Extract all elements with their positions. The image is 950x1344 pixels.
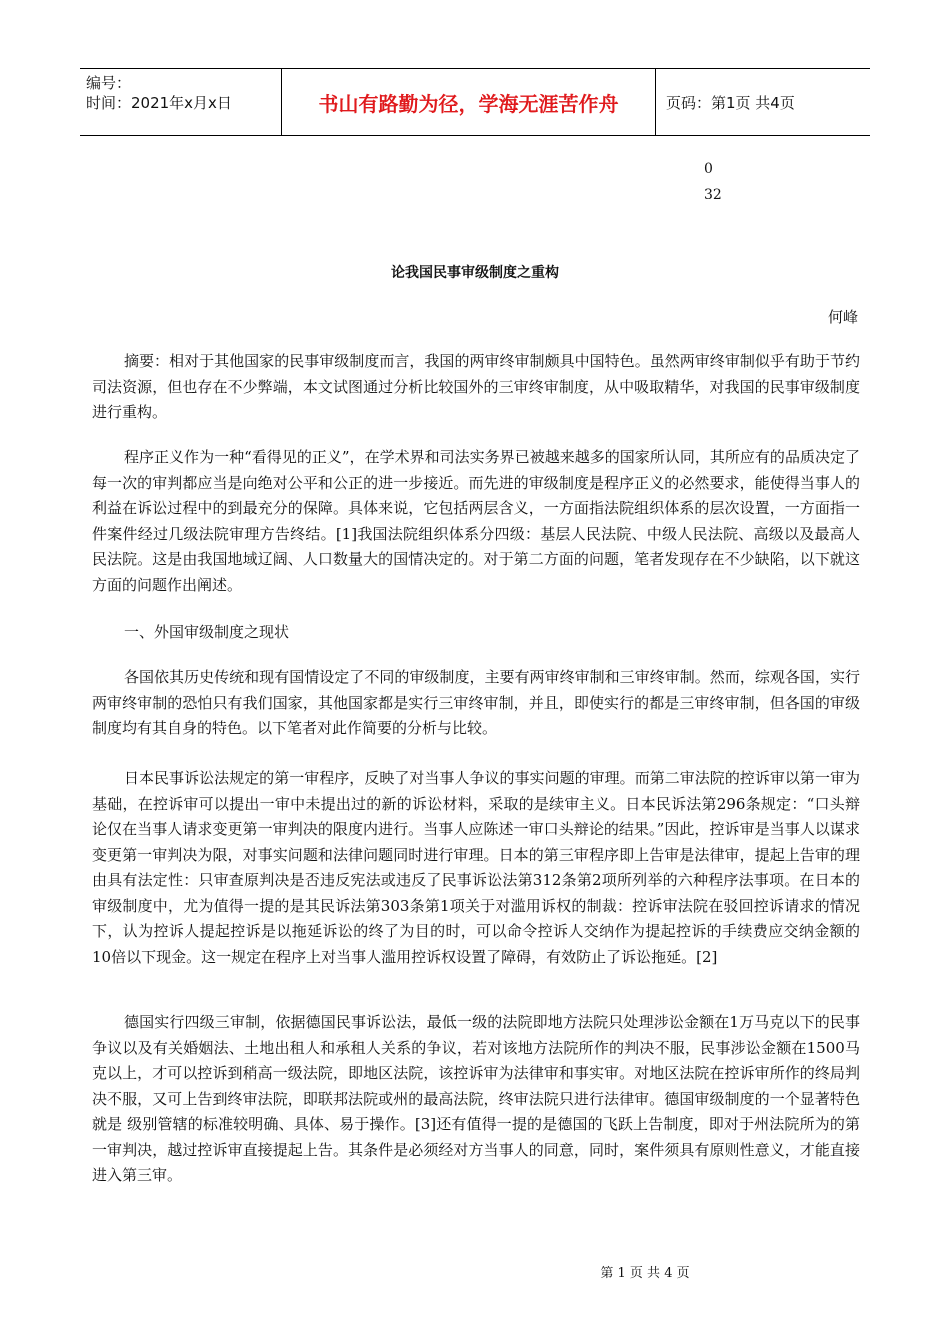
section-heading: 一、外国审级制度之现状 bbox=[124, 623, 290, 641]
header-motto: 书山有路勤为径，学海无涯苦作舟 bbox=[282, 69, 656, 135]
stray-mark-1: 0 bbox=[704, 161, 713, 177]
overview-paragraph: 各国依其历史传统和现有国情设定了不同的审级制度，主要有两审终审制和三审终审制。然而，综观各国，实行两审终审制的恐怕只有我们国家，其他国家都是实行三审终审制，并且，即使实行的都是三审终审制，但各国的审级制度均有其自身的特色。以下笔者对此作简要的分析与比较。 bbox=[92, 668, 860, 737]
document-title: 论我国民事审级制度之重构 bbox=[391, 265, 559, 281]
germany-paragraph: 德国实行四级三审制，依据德国民事诉讼法，最低一级的法院即地方法院只处理涉讼金额在1万马克以下的民事争议以及有关婚姻法、土地出租人和承租人关系的争议，若对该地方法院所作的判决不服，民事涉讼金额在1500马克以上，才可以控诉到稍高一级法院，即地区法院，该控诉审为法律审和事实审。对地区法院在控诉审所作的终局判决不服，又可上告到终审法院，即联邦法院或州的最高法院，终审法院只进行法律审。德国审级制度的一个显著特色就是 级别管辖的标准较明确、具体、易于操作。[3]还有值得一提的是德国的飞跃上告制度，即对于州法院所为的第一审判决，越过控诉审直接提起上告。其条件是必须经对方当事人的同意，同时，案件须具有原则性意义，才能直接进入第三审。 bbox=[92, 1013, 860, 1184]
document-header bbox=[80, 68, 870, 136]
abstract-paragraph: 摘要：相对于其他国家的民事审级制度而言，我国的两审终审制颇具中国特色。虽然两审终审制似乎有助于节约司法资源，但也存在不少弊端，本文试图通过分析比较国外的三审终审制度，从中吸取精华，对我国的民事审级制度进行重构。 bbox=[92, 352, 860, 421]
header-meta bbox=[80, 69, 282, 135]
document-author: 何峰 bbox=[827, 308, 858, 326]
header-page-info: 页码：第1页 共4页 bbox=[666, 93, 795, 112]
number-label: 编号： bbox=[86, 74, 132, 92]
intro-paragraph: 程序正义作为一种“看得见的正义”，在学术界和司法实务界已被越来越多的国家所认同，其所应有的品质决定了每一次的审判都应当是向绝对公平和公正的进一步接近。而先进的审级制度是程序正义的必然要求，能使得当事人的利益在诉讼过程中的到最充分的保障。具体来说，它包括两层含义，一方面指法院组织体系的层次设置，一方面指一件案件经过几级法院审理方告终结。[1]我国法院组织体系分四级：基层人民法院、中级人民法院、高级以及最高人民法院。这是由我国地域辽阔、人口数量大的国情决定的。对于第二方面的问题，笔者发现存在不少缺陷，以下就这方面的问题作出阐述。 bbox=[92, 448, 860, 594]
stray-mark-2: 32 bbox=[704, 187, 722, 203]
page-footer: 第 1 页 共 4 页 bbox=[600, 1266, 690, 1281]
japan-paragraph: 日本民事诉讼法规定的第一审程序，反映了对当事人争议的事实问题的审理。而第二审法院的控诉审以第一审为基础，在控诉审可以提出一审中未提出过的新的诉讼材料，采取的是续审主义。日本民诉法第296条规定：“口头辩论仅在当事人请求变更第一审判决的限度内进行。当事人应陈述一审口头辩论的结果。”因此，控诉审是当事人以谋求变更第一审判决为限，对事实问题和法律问题同时进行审理。日本的第三审程序即上告审是法律审，提起上告审的理由具有法定性：只审查原判决是否违反宪法或违反了民事诉讼法第312条第2项所列举的六种程序法事项。在日本的审级制度中，尤为值得一提的是其民诉法第303条第1项关于对滥用诉权的制裁：控诉审法院在驳回控诉请求的情况下，认为控诉人提起控诉是以拖延诉讼的终了为目的时，可以命令控诉人交纳作为提起控诉的手续费应交纳金额的10倍以下现金。这一规定在程序上对当事人滥用控诉权设置了障碍，有效防止了诉讼拖延。[2] bbox=[92, 769, 860, 966]
time-label: 时间：2021年x月x日 bbox=[86, 94, 232, 112]
